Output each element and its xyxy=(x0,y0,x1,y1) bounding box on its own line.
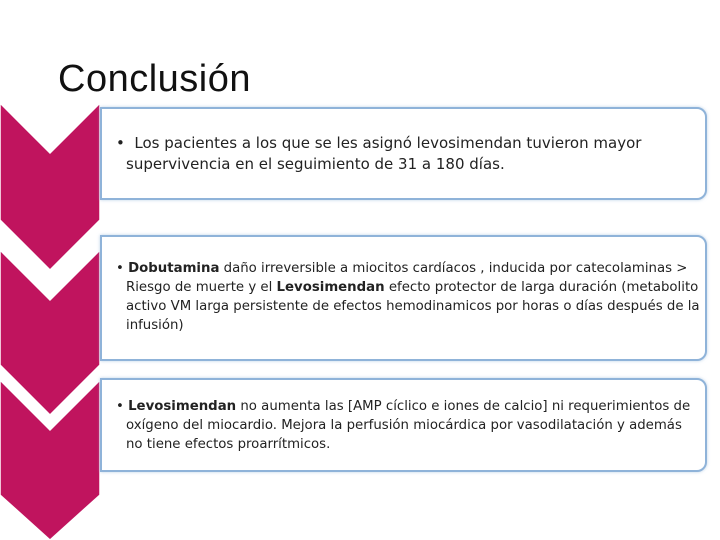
card2-text-3: efecto protector de larga duración (metabolito activo VM larga xyxy=(126,280,699,314)
bullet: • xyxy=(116,134,125,152)
card2-text-2: > Riesgo de muerte y el xyxy=(126,261,688,295)
term-dobutamina: Dobutamina xyxy=(128,261,220,276)
content-card-2 xyxy=(100,235,707,361)
chevron-arrow-2 xyxy=(0,250,100,415)
card2-text-1: daño irreversible a miocitos cardíacos , inducida por catecolaminas xyxy=(223,261,677,276)
term-levosimendan: Levosimendan xyxy=(128,399,237,414)
content-card-3 xyxy=(100,378,707,472)
card1-text: Los pacientes a los que se les asignó levosimendan tuvieron mayor supervivencia en el seguimiento de 31 a 180 días. xyxy=(126,134,642,173)
card3-text: no aumenta las [AMP cíclico e iones de calcio] ni requerimientos de oxígeno del miocardio. Mejora la perfusión miocárdica por vasodilatación y además no tiene efectos proarrítmicos. xyxy=(126,399,691,452)
bullet: • xyxy=(116,261,124,276)
card2-text-4: persistente de efectos hemodinamicos por horas o días después de la infusión) xyxy=(126,299,700,333)
term-levosimendan: Levosimendan xyxy=(276,280,385,295)
bullet: • xyxy=(116,399,124,414)
content-card-1 xyxy=(100,107,707,200)
slide-title: Conclusión xyxy=(58,58,251,100)
chevron-arrow-1 xyxy=(0,103,100,270)
